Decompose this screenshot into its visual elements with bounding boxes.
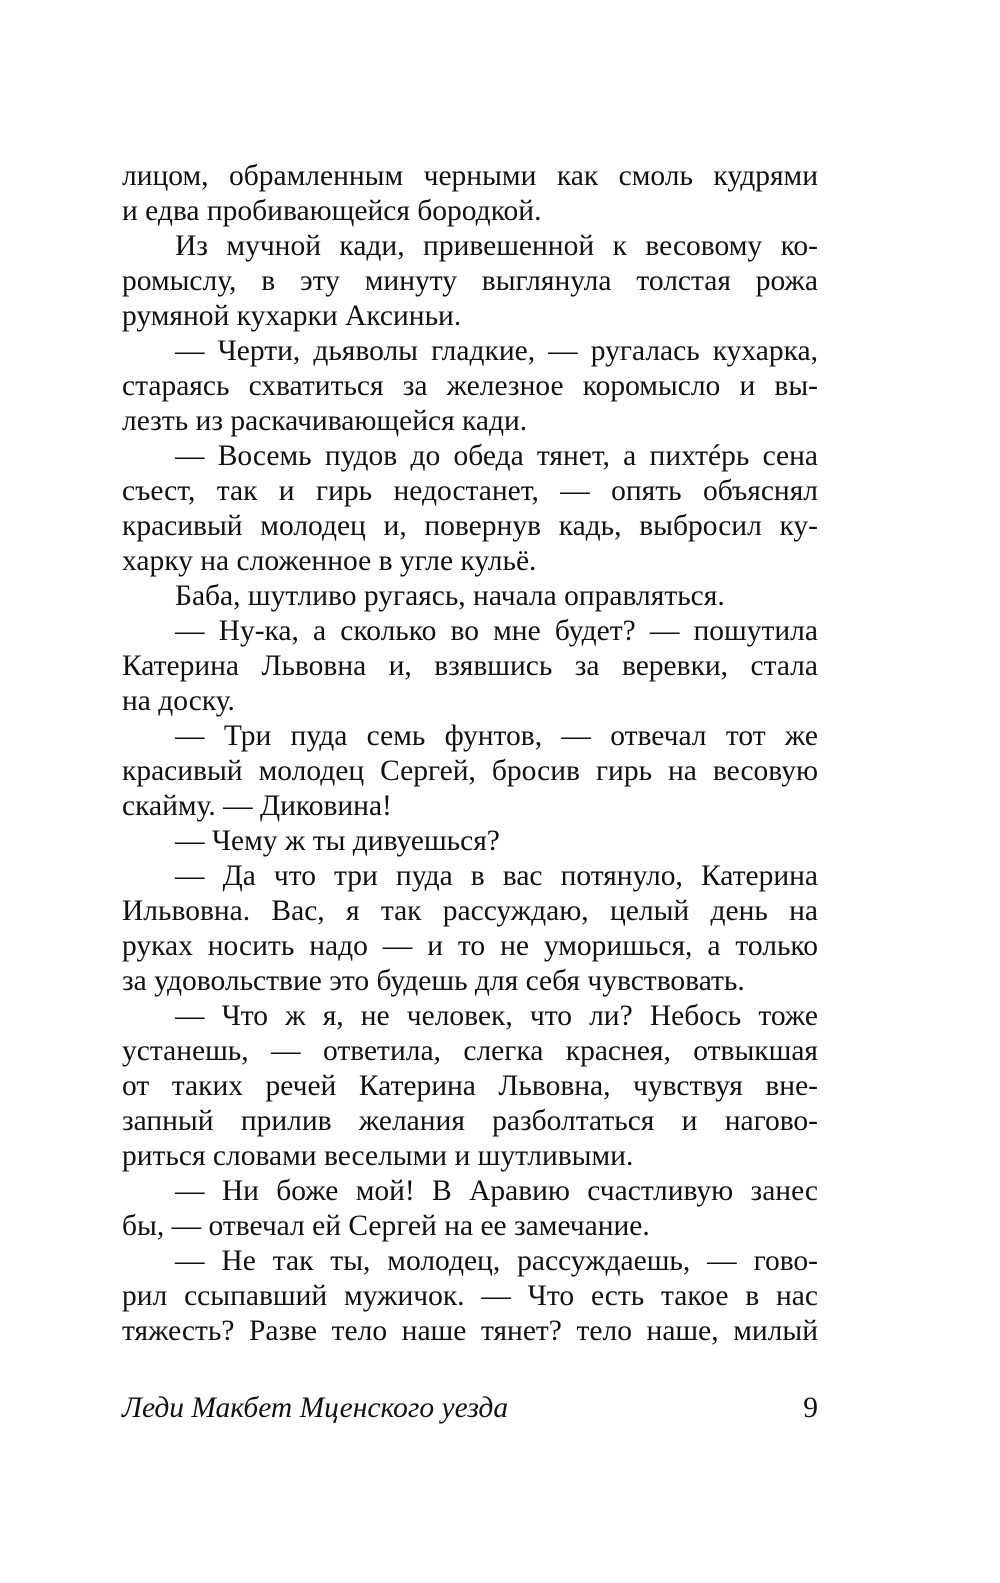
text-line: — Да что три пуда в вас потянуло, Катерина	[175, 860, 818, 892]
text-line: — Что ж я, не человек, что ли? Небось тоже	[175, 1000, 818, 1032]
text-line: и едва пробивающейся бородкой.	[122, 195, 542, 227]
text-line: съест, так и гирь недостанет, — опять объяснял	[122, 475, 818, 507]
text-line: Баба, шутливо ругаясь, начала оправляться.	[175, 580, 725, 612]
text-line: риться словами веселыми и шутливыми.	[122, 1140, 634, 1172]
text-line: ромыслу, в эту минуту выглянула толстая рожа	[122, 265, 818, 297]
text-line: — Чему ж ты дивуешься?	[175, 825, 500, 857]
text-line: от таких речей Катерина Львовна, чувствуя вне-	[122, 1070, 818, 1102]
text-line: за удовольствие это будешь для себя чувствовать.	[122, 965, 745, 997]
text-line: — Не так ты, молодец, рассуждаешь, — гово-	[175, 1245, 818, 1277]
text-line: бы, — отвечал ей Сергей на ее замечание.	[122, 1210, 650, 1242]
running-title: Леди Макбет Мценского уезда	[122, 1392, 509, 1424]
text-line: красивый молодец и, повернув кадь, выбросил ку-	[122, 510, 818, 542]
text-line: запный прилив желания разболтаться и нагово-	[122, 1105, 818, 1137]
text-line: красивый молодец Сергей, бросив гирь на весовую	[122, 755, 818, 787]
page-footer	[122, 1388, 818, 1428]
text-line: устанешь, — ответила, слегка краснея, отвыкшая	[122, 1035, 818, 1067]
text-line: — Черти, дьяволы гладкие, — ругалась кухарка,	[175, 335, 818, 367]
text-line: Из мучной кади, привешенной к весовому ко-	[175, 230, 818, 262]
text-line: — Восемь пудов до обеда тянет, а пихтéрь сена	[175, 440, 818, 472]
text-line: харку на сложенное в угле кульё.	[122, 545, 537, 577]
text-line: — Ну-ка, а сколько во мне будет? — пошутила	[175, 615, 818, 647]
text-line: тяжесть? Разве тело наше тянет? тело наше, милый	[122, 1315, 818, 1347]
text-line: Ильвовна. Вас, я так рассуждаю, целый день на	[122, 895, 818, 927]
text-line: Катерина Львовна и, взявшись за веревки, стала	[122, 650, 818, 682]
text-line: — Ни боже мой! В Аравию счастливую занес	[175, 1175, 818, 1207]
text-line: на доску.	[122, 685, 235, 717]
text-line: лезть из раскачивающейся кади.	[122, 405, 528, 437]
text-line: рил ссыпавший мужичок. — Что есть такое в нас	[122, 1280, 818, 1312]
text-line: румяной кухарки Аксиньи.	[122, 300, 462, 332]
text-line: лицом, обрамленным черными как смоль кудрями	[122, 160, 818, 192]
text-line: — Три пуда семь фунтов, — отвечал тот же	[175, 720, 818, 752]
text-line: скайму. — Диковина!	[122, 790, 392, 822]
body-text	[122, 159, 818, 1349]
page-number: 9	[803, 1392, 818, 1424]
text-line: руках носить надо — и то не уморишься, а только	[122, 930, 818, 962]
text-line: стараясь схватиться за железное коромысло и вы-	[122, 370, 818, 402]
